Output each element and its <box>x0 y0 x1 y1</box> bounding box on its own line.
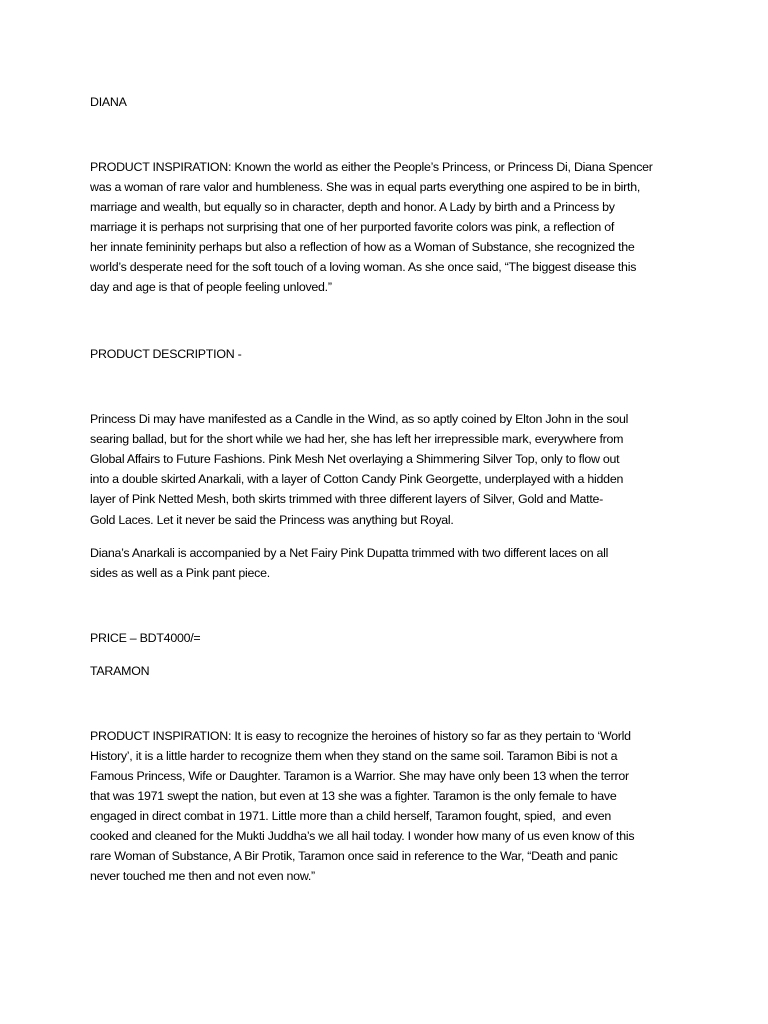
paragraph-line: rare Woman of Substance, A Bir Protik, Taramon once said in reference to the War, “Death and panic <box>90 849 618 863</box>
paragraph-line: sides as well as a Pink pant piece. <box>90 566 270 580</box>
paragraph-line: her innate femininity perhaps but also a reflection of how as a Woman of Substance, she recognized the <box>90 240 635 254</box>
price-diana: PRICE – BDT4000/= <box>90 631 201 645</box>
paragraph-line: Famous Princess, Wife or Daughter. Taramon is a Warrior. She may have only been 13 when the terror <box>90 769 629 783</box>
paragraph-line: day and age is that of people feeling unloved.” <box>90 280 332 294</box>
paragraph-line: world’s desperate need for the soft touch of a loving woman. As she once said, “The biggest disease this <box>90 260 637 274</box>
description-heading-diana: PRODUCT DESCRIPTION - <box>90 347 242 361</box>
paragraph-line: never touched me then and not even now.” <box>90 869 315 883</box>
paragraph-line: PRODUCT INSPIRATION: Known the world as either the People’s Princess, or Princess Di, Diana Spencer <box>90 160 653 174</box>
paragraph-line: marriage and wealth, but equally so in character, depth and honor. A Lady by birth and a Princess by <box>90 200 615 214</box>
paragraph-line: layer of Pink Netted Mesh, both skirts trimmed with three different layers of Silver, Gold and Matte- <box>90 492 604 506</box>
paragraph-line: searing ballad, but for the short while we had her, she has left her irrepressible mark, everywhere from <box>90 432 624 446</box>
paragraph-line: cooked and cleaned for the Mukti Juddha’s we all hail today. I wonder how many of us even know of this <box>90 829 635 843</box>
paragraph-line: PRODUCT INSPIRATION: It is easy to recognize the heroines of history so far as they pertain to ‘World <box>90 729 631 743</box>
product-title-taramon: TARAMON <box>90 664 150 678</box>
paragraph-line: Diana’s Anarkali is accompanied by a Net Fairy Pink Dupatta trimmed with two different laces on all <box>90 546 609 560</box>
product-title-diana: DIANA <box>90 95 127 109</box>
paragraph-line: marriage it is perhaps not surprising that one of her purported favorite colors was pink, a reflection of <box>90 220 615 234</box>
paragraph-line: was a woman of rare valor and humbleness. She was in equal parts everything one aspired to be in birth, <box>90 180 641 194</box>
paragraph-line: engaged in direct combat in 1971. Little more than a child herself, Taramon fought, spied, and even <box>90 809 611 823</box>
paragraph-line: into a double skirted Anarkali, with a layer of Cotton Candy Pink Georgette, underplayed with a hidden <box>90 472 624 486</box>
paragraph-line: Princess Di may have manifested as a Candle in the Wind, as so aptly coined by Elton John in the soul <box>90 412 629 426</box>
paragraph-line: History’, it is a little harder to recognize them when they stand on the same soil. Taramon Bibi is not a <box>90 749 618 763</box>
paragraph-line: that was 1971 swept the nation, but even at 13 she was a fighter. Taramon is the only female to have <box>90 789 617 803</box>
paragraph-line: Gold Laces. Let it never be said the Princess was anything but Royal. <box>90 513 454 527</box>
paragraph-line: Global Affairs to Future Fashions. Pink Mesh Net overlaying a Shimmering Silver Top, only to flow out <box>90 452 620 466</box>
